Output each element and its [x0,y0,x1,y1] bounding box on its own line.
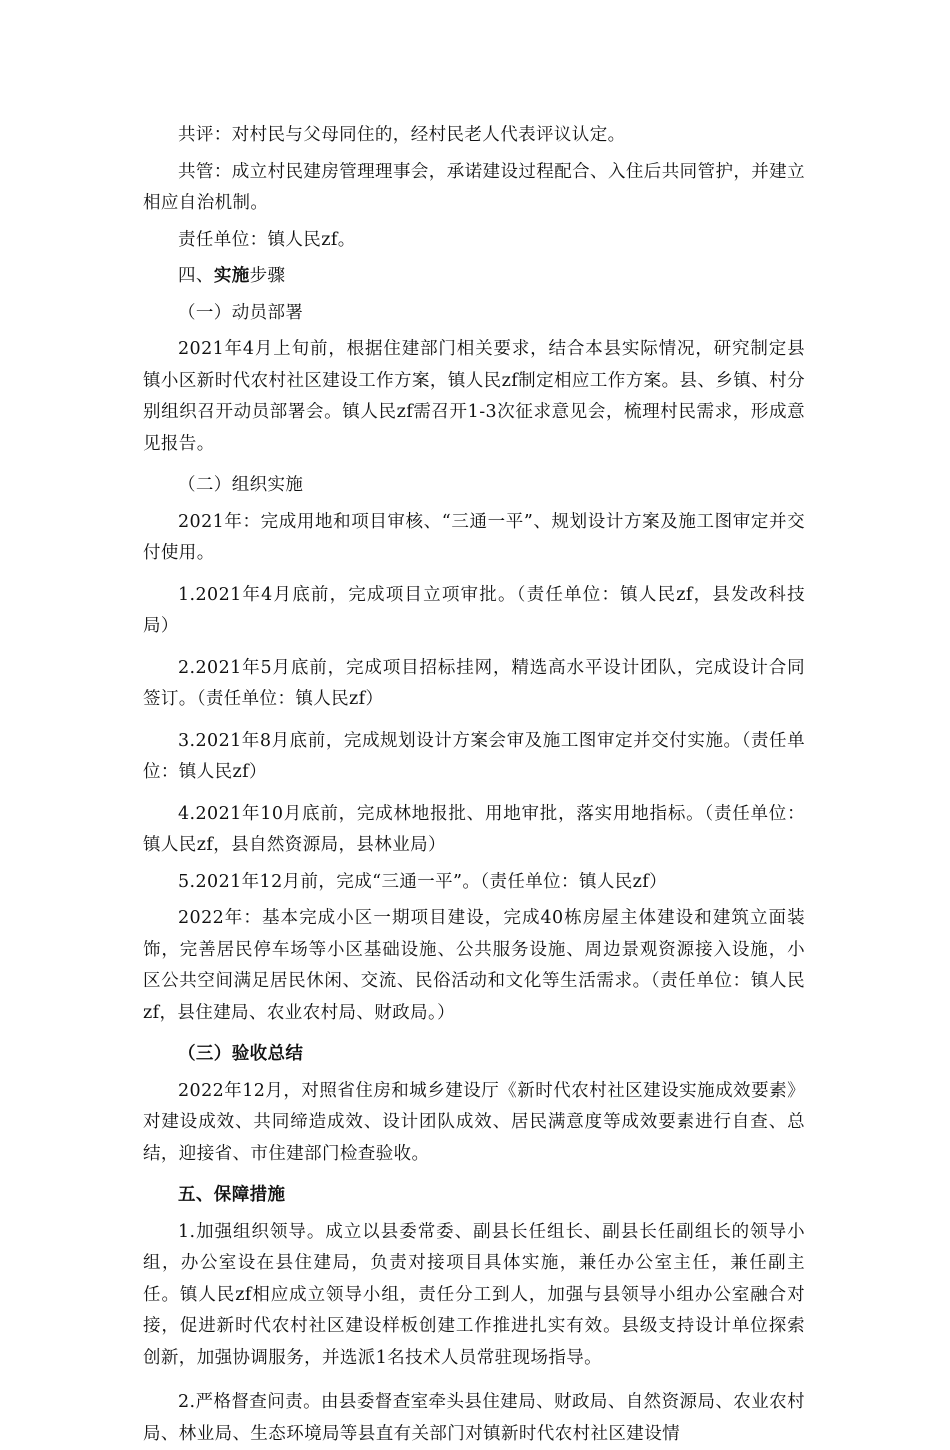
paragraph-gongping: 共评：对村民与父母同住的，经村民老人代表评议认定。 [178,125,626,145]
paragraph-leadership: 1.加强组织领导。成立以县委常委、副县长任组长、副县长任副组长的领导小组，办公室设在县住建局，负责对接项目具体实施，兼任办公室主任，兼任副主任。镇人民zf相应成立领导小组，责任分工到人，加强与县领导小组办公室融合对接，促进新时代农村社区建设样板创建工作推进扎实有效。县级支持设计单位探索创新，加强协调服务，并选派1名技术人员常驻现场指导。 [143,1221,805,1368]
paragraph-gongguan: 共管：成立村民建房管理理事会，承诺建设过程配合、入住后共同管护，并建立相应自治机制。 [143,161,805,213]
heading-suffix: 步骤 [249,266,286,286]
paragraph-acceptance: 2022年12月，对照省住房和城乡建设厅《新时代农村社区建设实施成效要素》对建设成效、共同缔造成效、设计团队成效、居民满意度等成效要素进行自查、总结，迎接省、市住建部门检查验收。 [143,1080,805,1164]
heading-safeguards: 五、保障措施 [178,1185,286,1205]
paragraph-responsible-unit: 责任单位：镇人民zf。 [178,229,356,250]
list-item-5: 5.2021年12月前，完成“三通一平”。（责任单位：镇人民zf） [178,871,668,892]
paragraph-mobilization: 2021年4月上旬前，根据住建部门相关要求，结合本县实际情况，研究制定县镇小区新时代农村社区建设工作方案，镇人民zf制定相应工作方案。县、乡镇、村分别组织召开动员部署会。镇人民zf需召开1-3次征求意见会，梳理村民需求，形成意见报告。 [143,339,805,454]
document-body [143,120,805,1450]
paragraph-supervision: 2.严格督查问责。由县委督查室牵头县住建局、财政局、自然资源局、农业农村局、林业局、生态环境局等县直有关部门对镇新时代农村社区建设情 [143,1392,805,1444]
subheading-acceptance: （三）验收总结 [178,1044,304,1064]
heading-prefix: 四、 [178,266,214,286]
paragraph-2022: 2022年：基本完成小区一期项目建设，完成40栋房屋主体建设和建筑立面装饰，完善居民停车场等小区基础设施、公共服务设施、周边景观资源接入设施，小区公共空间满足居民休闲、交流、民俗活动和文化等生活需求。（责任单位：镇人民zf，县住建局、农业农村局、财政局。） [143,908,805,1023]
list-item-3: 3.2021年8月底前，完成规划设计方案会审及施工图审定并交付实施。（责任单位：镇人民zf） [143,730,805,782]
list-item-1: 1.2021年4月底前，完成项目立项审批。（责任单位：镇人民zf，县发改科技局） [143,584,805,636]
subheading-organize: （二）组织实施 [178,475,304,495]
list-item-4: 4.2021年10月底前，完成林地报批、用地审批，落实用地指标。（责任单位：镇人民zf，县自然资源局，县林业局） [143,803,805,855]
paragraph-2021: 2021年：完成用地和项目审核、“三通一平”、规划设计方案及施工图审定并交付使用。 [143,511,805,563]
heading-bold-part: 实施 [213,266,250,286]
list-item-2: 2.2021年5月底前，完成项目招标挂网，精选高水平设计团队，完成设计合同签订。（责任单位：镇人民zf） [143,657,805,709]
subheading-mobilization: （一）动员部署 [178,302,304,323]
heading-implementation-steps [143,261,805,293]
